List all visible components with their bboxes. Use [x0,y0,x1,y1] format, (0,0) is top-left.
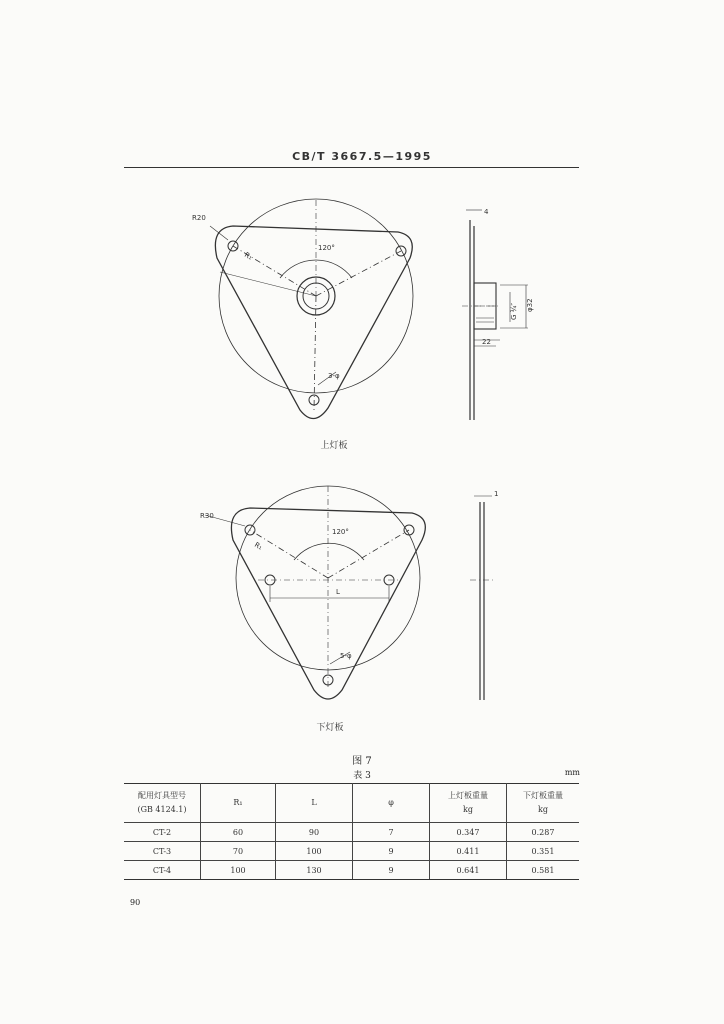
lower-thickness-label: 1 [494,490,499,498]
unit-label: mm [564,768,580,777]
cell-model: CT-4 [124,861,201,880]
document-header: CB/T 3667.5—1995 [292,150,432,163]
table-caption: 表 3 [353,771,371,781]
figure-caption: 图 7 [352,756,372,767]
data-table [124,783,579,880]
upper-r-label: R₁ [243,250,254,262]
header-model: 配用灯具型号 (GB 4124.1) [124,784,201,823]
cell-l: 130 [276,861,353,880]
table-row [124,842,579,861]
cell-upper: 0.641 [430,861,507,880]
upper-thickness-label: 4 [484,208,489,216]
header-upper-weight: 上灯板重量 kg [430,784,507,823]
upper-thread-label: G ¾″ [510,302,518,320]
table-header-row [124,784,579,823]
cell-lower: 0.581 [507,861,580,880]
cell-lower: 0.351 [507,842,580,861]
lower-caption: 下灯板 [316,723,344,733]
upper-angle-label: 120° [318,244,335,252]
cell-upper: 0.347 [430,823,507,842]
cell-r: 100 [201,861,276,880]
upper-diameter-label: φ32 [526,298,534,312]
cell-l: 90 [276,823,353,842]
header-r: R₁ [201,784,276,823]
table-row [124,861,579,880]
cell-model: CT-2 [124,823,201,842]
header-lower-weight: 下灯板重量 kg [507,784,580,823]
cell-lower: 0.287 [507,823,580,842]
lower-hole-label: 5-φ [340,652,352,660]
lower-angle-arc [294,543,364,560]
cell-r: 60 [201,823,276,842]
cell-phi: 9 [353,861,430,880]
cell-phi: 9 [353,842,430,861]
cell-phi: 7 [353,823,430,842]
cell-upper: 0.411 [430,842,507,861]
lower-angle-label: 120° [332,528,349,536]
upper-caption: 上灯板 [320,441,348,451]
header-l: L [276,784,353,823]
page-number: 90 [130,898,141,907]
lower-radius-label: R30 [200,512,214,520]
header-phi: φ [353,784,430,823]
upper-radius-label: R20 [192,214,206,222]
cell-r: 70 [201,842,276,861]
lower-l-label: L [336,588,340,596]
cell-l: 100 [276,842,353,861]
cell-model: CT-3 [124,842,201,861]
upper-hole-label: 3-φ [328,372,340,380]
lower-r-label: R₁ [253,540,264,552]
upper-boss-label: 22 [482,338,491,346]
table-row [124,823,579,842]
